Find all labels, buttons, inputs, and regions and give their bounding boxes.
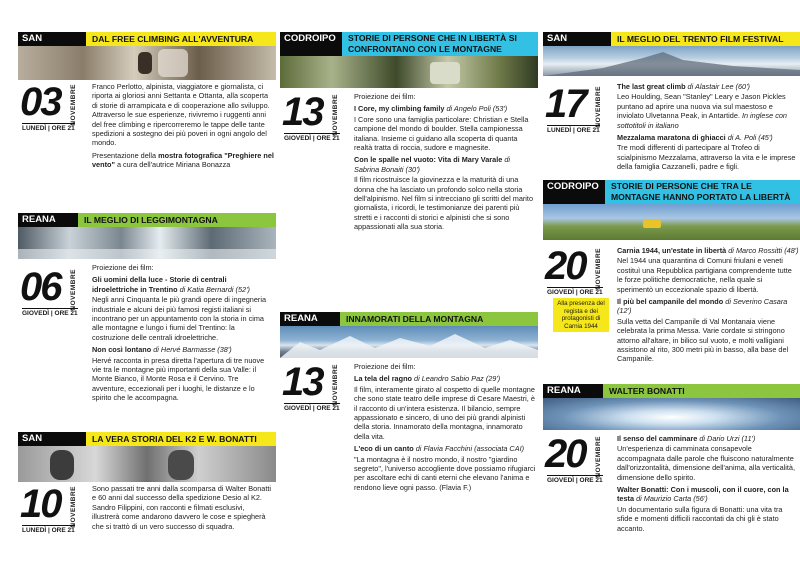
film-1-description: Negli anni Cinquanta le più grandi opere di ingegneria industriale e alcuni dei più famosi registi italiani si incontrano per un appuntamento con la storia in cima alle montagne e lungo i fiumi del Trentino: la costruzione delle centrali idroelettriche.: [92, 295, 267, 342]
peaks-graphic: [280, 326, 538, 358]
event-header: [280, 312, 538, 326]
event-description: [617, 434, 799, 536]
event-day: 03: [20, 80, 61, 124]
event-title: STORIE DI PERSONE CHE IN LIBERTÀ SI CONFRONTANO CON LE MONTAGNE: [342, 32, 538, 56]
event-day: 13: [282, 360, 323, 404]
event-month: NOVEMBRE: [70, 269, 77, 311]
event-san-daniele-10: [18, 432, 276, 534]
column-2: [280, 0, 538, 566]
event-title: DAL FREE CLIMBING ALL'AVVENTURA: [86, 32, 276, 46]
event-date: [20, 482, 84, 534]
event-codroipo-20: [543, 180, 800, 364]
event-day: 13: [282, 90, 323, 134]
event-description: [354, 362, 536, 495]
event-month: NOVEMBRE: [70, 84, 77, 126]
event-date: [545, 432, 609, 484]
event-day: 06: [20, 265, 61, 309]
column-1: [18, 0, 276, 566]
event-month: NOVEMBRE: [332, 94, 339, 136]
peak-graphic: [543, 46, 800, 76]
exhibition-note: Presentazione della mostra fotografica "Preghiere nel vento" a cura dell'autrice Miriana Bonazza: [92, 150, 274, 170]
event-header: [280, 32, 538, 56]
antarctica-photo: [543, 46, 800, 76]
event-header: [18, 213, 276, 227]
event-title: INNAMORATI DELLA MONTAGNA: [340, 312, 538, 326]
film-1-heading: La tela del ragno di Leandro Sabio Paz (29'): [354, 374, 501, 384]
film-intro: Proiezione dei film:: [354, 362, 416, 371]
event-day: 20: [545, 432, 586, 476]
film-1-heading: Il senso del camminare di Dario Urzi (11'): [617, 434, 756, 443]
event-title: LA VERA STORIA DEL K2 E W. BONATTI: [86, 432, 276, 446]
event-day: 10: [20, 482, 61, 526]
event-month: NOVEMBRE: [595, 436, 602, 478]
event-location: REANA: [18, 213, 78, 227]
event-weekday-time: GIOVEDÌ | ORE 21: [284, 405, 340, 412]
event-location: CODROIPO: [280, 32, 342, 56]
event-weekday-time: GIOVEDÌ | ORE 21: [547, 289, 603, 296]
event-reana-06: [18, 213, 276, 403]
film-2-description: Sulla vetta del Campanile di Val Montanaia viene celebrata la prima Messa. Varie cordate si stringono attorno all'altare, in bilico sul vuoto, e molti valligiani assistono al rito, 300 metri più in basso, alla base del Campanile.: [617, 316, 789, 364]
event-month: NOVEMBRE: [595, 248, 602, 290]
mountain-photo: [18, 227, 276, 259]
event-body: Sono passati tre anni dalla scomparsa di Walter Bonatti e 60 anni dal successo della spedizione Desio al K2. Sandro Filippini, con racconti e filmati esclusivi, illustrerà come andarono davvero le cose e spiegherà che si trattò di un vero successo di squadra.: [92, 484, 272, 531]
event-description: [354, 92, 536, 235]
event-header: [543, 32, 800, 46]
climbing-family-photo: [280, 56, 538, 88]
event-location: SAN: [543, 32, 611, 46]
event-reana-13: [280, 312, 538, 492]
event-day: 17: [545, 82, 586, 126]
event-header: [18, 432, 276, 446]
film-1-heading: Gli uomini della luce - Storie di centrali idroelettriche in Trentino di Katia Bernardi (52'): [92, 275, 250, 294]
event-weekday-time: GIOVEDÌ | ORE 21: [284, 135, 340, 142]
film-1-description: Il film, interamente girato al cospetto di quelle montagne che sono state teatro delle imprese di Cesare Maestri, è il racconto di un'intera esistenza. Il bilancio, sempre appassionato e sincero, di uno dei più grandi alpinisti della storia. Innamorato della montagna, innamorato della vita.: [354, 384, 535, 441]
event-date: [545, 244, 609, 296]
event-header: [18, 32, 276, 46]
event-location: REANA: [280, 312, 340, 326]
event-title: IL MEGLIO DEL TRENTO FILM FESTIVAL: [611, 32, 800, 46]
film-1-heading: The last great climb di Alastair Lee (60'): [617, 82, 750, 91]
event-month: NOVEMBRE: [70, 486, 77, 528]
film-2-heading: Con le spalle nel vuoto: Vita di Mary Varale di Sabrina Bonaiti (30'): [354, 155, 511, 174]
event-title: WALTER BONATTI: [603, 384, 800, 398]
event-location: REANA: [543, 384, 603, 398]
sunburst-photo: [543, 398, 800, 430]
film-2-description: Il film ricostruisce la giovinezza e la maturità di una donna che ha lasciato un profondo solco nella storia dell'alpinismo. Nel film si intrecciano gli scritti del marito giornalista, i ricordi, le testimonianze dei parenti più stretti e i racconti di storici e alpinisti che si sono appassionati alla sua storia.: [354, 175, 534, 232]
event-body: Franco Perlotto, alpinista, viaggiatore e giornalista, ci riporta ai gloriosi anni Settanta e Ottanta, alla scoperta di storie di arrampicata e di cooperazione allo sviluppo. Attraverso le sue esperienze, rivivremo i ruggenti anni del free climbing e ripercorreremo le tappe delle tante spedizioni a sostegno dei più poveri in ogni angolo del mondo.: [92, 82, 270, 148]
event-date: [282, 360, 346, 412]
column-3: [543, 0, 800, 566]
event-san-daniele-03: [18, 32, 276, 170]
event-date: [282, 90, 346, 142]
event-description: [92, 82, 274, 173]
film-intro: Proiezione dei film:: [354, 92, 416, 101]
event-location: SAN: [18, 32, 86, 46]
event-location: CODROIPO: [543, 180, 605, 204]
film-1-description: Un'esperienza di camminata consapevole accompagnata dalle parole che fluiscono naturalmente dall'orizzontalità, dimensione dell'anima, alla verticalità, dimensione dello spirito.: [617, 444, 796, 482]
event-weekday-time: LUNEDÌ | ORE 21: [22, 125, 75, 132]
bonatti-photo: [18, 446, 276, 482]
film-1-heading: I Core, my climbing family di Angelo Poli (53'): [354, 104, 508, 114]
event-date: [20, 265, 84, 317]
event-month: NOVEMBRE: [595, 86, 602, 128]
film-1-description: I Core sono una famiglia particolare: Christian e Stella campione del mondo di boulder. Stella campionessa italiana. Insieme ci guidano alla scoperta di quanta realtà tratta di roccia, sudore e magnesite.: [354, 114, 529, 153]
film-1-description: Leo Houlding, Sean "Stanley" Leary e Jason Pickles puntano ad aprire una nuova via sul maestoso e inviolato Ulvetanna Peak, in Antartide. In inglese con sottotitoli in italiano: [617, 92, 787, 130]
film-2-heading: Walter Bonatti: Con i muscoli, con il cuore, con la testa di Maurizio Carta (56'): [617, 485, 789, 504]
event-reana-20: [543, 384, 800, 533]
film-2-heading: L'eco di un canto di Flavia Facchini (associata CAI): [354, 444, 525, 454]
film-1-heading: Carnia 1944, un'estate in libertà di Marco Rossitti (48'): [617, 246, 799, 255]
event-weekday-time: LUNEDÌ | ORE 21: [547, 127, 600, 134]
event-description: [92, 263, 274, 406]
event-header: [543, 180, 800, 204]
event-location: SAN: [18, 432, 86, 446]
event-title: STORIE DI PERSONE CHE TRA LE MONTAGNE HANNO PORTATO LA LIBERTÀ: [605, 180, 800, 204]
event-weekday-time: LUNEDÌ | ORE 21: [22, 527, 75, 534]
carnia-photo: [543, 204, 800, 240]
event-title: IL MEGLIO DI LEGGIMONTAGNA: [78, 213, 276, 227]
film-2-heading: Mezzalama maratona di ghiacci di A. Poli (45'): [617, 133, 773, 143]
event-san-daniele-17: [543, 32, 800, 172]
film-2-description: Hervé racconta in presa diretta l'apertura di tre nuove vie tra le montagne più importanti della sua Valle: il Monte Bianco, il Monte Rosa e il Cervino. Tre avventure, eccezionali per i luoghi, le distanze e lo spirito che le accompagna.: [92, 355, 265, 403]
film-2-description: Tre modi differenti di partecipare al Trofeo di scialpinismo Mezzalama, attraverso la vita e le imprese della famiglia Cazzanelli, padre e figli.: [617, 143, 796, 172]
mountain-range-photo: [280, 326, 538, 358]
film-2-heading: Non così lontano di Hervé Barmasse (38'): [92, 345, 232, 355]
event-header: [543, 384, 800, 398]
event-description: [617, 82, 799, 175]
event-weekday-time: GIOVEDÌ | ORE 21: [22, 310, 78, 317]
event-codroipo-13: [280, 32, 538, 232]
event-date: [20, 80, 84, 132]
climbing-photo: [18, 46, 276, 80]
event-day: 20: [545, 244, 586, 288]
film-2-description: "La montagna è il nostro mondo, il nostro "giardino segreto", l'universo accogliente dove possiamo rifugiarci per ascoltare echi di canti eterni che elevano l'anima e rendono lieve ogni passo. (Flavia F.): [354, 454, 536, 492]
film-intro: Proiezione dei film:: [92, 263, 154, 272]
event-description: [617, 246, 799, 367]
film-2-heading: Il più bel campanile del mondo di Severino Casara (12'): [617, 297, 788, 316]
film-2-description: Un documentario sulla figura di Bonatti: una vita tra sfide e momenti difficili raccontati da chi gli è stato accanto.: [617, 504, 783, 533]
film-1-description: Nel 1944 una quarantina di Comuni friulani e veneti costituì una Repubblica partigiana comprendente tutte le forze politiche democratiche, nella quale si sperimentò un eccezionale spazio di libertà.: [617, 256, 792, 294]
event-weekday-time: GIOVEDÌ | ORE 21: [547, 477, 603, 484]
event-description: [92, 484, 274, 534]
guest-note: Alla presenza del regista e dei protagonisti di Carnia 1944: [553, 298, 609, 332]
event-month: NOVEMBRE: [332, 364, 339, 406]
event-date: [545, 82, 609, 134]
